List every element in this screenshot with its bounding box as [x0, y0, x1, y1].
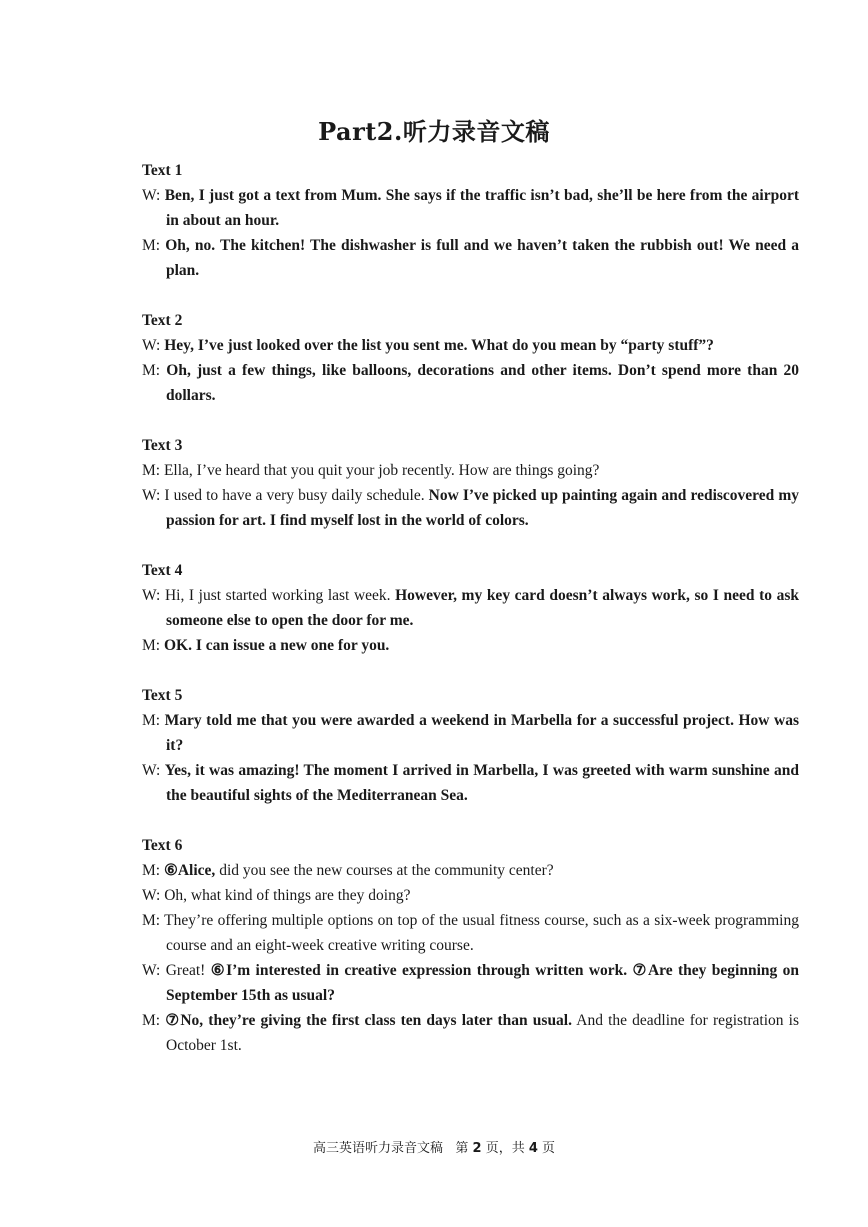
dialogue-text: W: [142, 187, 165, 204]
dialogue-text: M: [142, 1012, 166, 1029]
dialogue-text: M: [142, 362, 167, 379]
footer-page-number: 2 [472, 1141, 482, 1156]
section-heading: Text 3 [142, 437, 183, 454]
dialogue-line [142, 458, 799, 483]
dialogue-text: W: [142, 762, 165, 779]
footer-page-unit: 页，共 [485, 1141, 525, 1156]
transcript-section [142, 558, 799, 658]
transcript-section [142, 833, 799, 1058]
dialogue-line [142, 183, 799, 233]
dialogue-text: Now I’ve picked up painting again and rediscovered my passion for art. I find myself lost in the world of colors. [166, 487, 799, 529]
dialogue-text: ⑥Alice, [163, 862, 216, 879]
dialogue-text: M: Ella, I’ve heard that you quit your job recently. How are things going? [142, 462, 600, 479]
dialogue-text: And the deadline for registration is October 1st. [166, 1012, 800, 1054]
transcript-section [142, 158, 799, 283]
transcript-section [142, 683, 799, 808]
section-heading: Text 4 [142, 562, 183, 579]
dialogue-text: Hey, I’ve just looked over the list you sent me. What do you mean by “party stuff”? [164, 337, 714, 354]
dialogue-text: M: [142, 862, 164, 879]
dialogue-text: W: [142, 337, 165, 354]
dialogue-text: Mary told me that you were awarded a weekend in Marbella for a successful project. How was it? [164, 712, 799, 754]
section-heading: Text 2 [142, 312, 183, 329]
section-heading: Text 5 [142, 687, 183, 704]
dialogue-text: Oh, no. The kitchen! The dishwasher is full and we haven’t taken the rubbish out! We need a plan. [165, 237, 799, 279]
transcript-body [142, 158, 799, 1083]
dialogue-text: did you see the new courses at the community center? [215, 862, 554, 879]
dialogue-text: Oh, just a few things, like balloons, decorations and other items. Don’t spend more than 20 dollars. [166, 362, 799, 404]
dialogue-text: W: I used to have a very busy daily schedule. [142, 487, 429, 504]
dialogue-line [142, 1008, 799, 1058]
section-heading: Text 1 [142, 162, 183, 179]
footer-doc-title: 高三英语听力录音文稿 [312, 1141, 443, 1156]
footer-page-label: 第 [455, 1141, 469, 1156]
dialogue-text: W: Great! [142, 962, 211, 979]
dialogue-text: OK. I can issue a new one for you. [163, 637, 390, 654]
dialogue-text: Yes, it was amazing! The moment I arrived in Marbella, I was greeted with warm sunshine and the beautiful sights of the Mediterranean Sea. [164, 762, 799, 804]
dialogue-line [142, 633, 799, 658]
dialogue-text: M: [142, 637, 164, 654]
dialogue-line [142, 333, 799, 358]
dialogue-line [142, 483, 799, 533]
dialogue-text: Ben, I just got a text from Mum. She says if the traffic isn’t bad, she’ll be here from the airport in about an hour. [164, 187, 799, 229]
dialogue-text: M: [142, 712, 165, 729]
dialogue-line [142, 958, 799, 1008]
dialogue-line [142, 758, 799, 808]
dialogue-text: W: Oh, what kind of things are they doing? [142, 887, 411, 904]
dialogue-line [142, 883, 799, 908]
dialogue-text: M: [142, 237, 166, 254]
dialogue-text: ⑥I’m interested in creative expression through written work. ⑦Are they beginning on September 15th as usual? [166, 962, 799, 1004]
transcript-section [142, 308, 799, 408]
dialogue-line [142, 583, 799, 633]
page-title: Part2.听力录音文稿 [318, 117, 550, 146]
section-heading: Text 6 [142, 837, 183, 854]
dialogue-text: W: Hi, I just started working last week. [142, 587, 396, 604]
dialogue-line [142, 908, 799, 958]
footer-total-unit: 页 [542, 1141, 556, 1156]
dialogue-line [142, 708, 799, 758]
page-footer [0, 1137, 868, 1156]
footer-total-pages: 4 [528, 1141, 538, 1156]
transcript-section [142, 433, 799, 533]
dialogue-line [142, 233, 799, 283]
dialogue-line [142, 858, 799, 883]
dialogue-line [142, 358, 799, 408]
dialogue-text: However, my key card doesn’t always work, so I need to ask someone else to open the door for me. [166, 587, 799, 629]
dialogue-text: ⑦No, they’re giving the first class ten days later than usual. [165, 1012, 572, 1029]
dialogue-text: M: They’re offering multiple options on top of the usual fitness course, such as a six-week programming course and an eight-week creative writing course. [142, 912, 799, 954]
